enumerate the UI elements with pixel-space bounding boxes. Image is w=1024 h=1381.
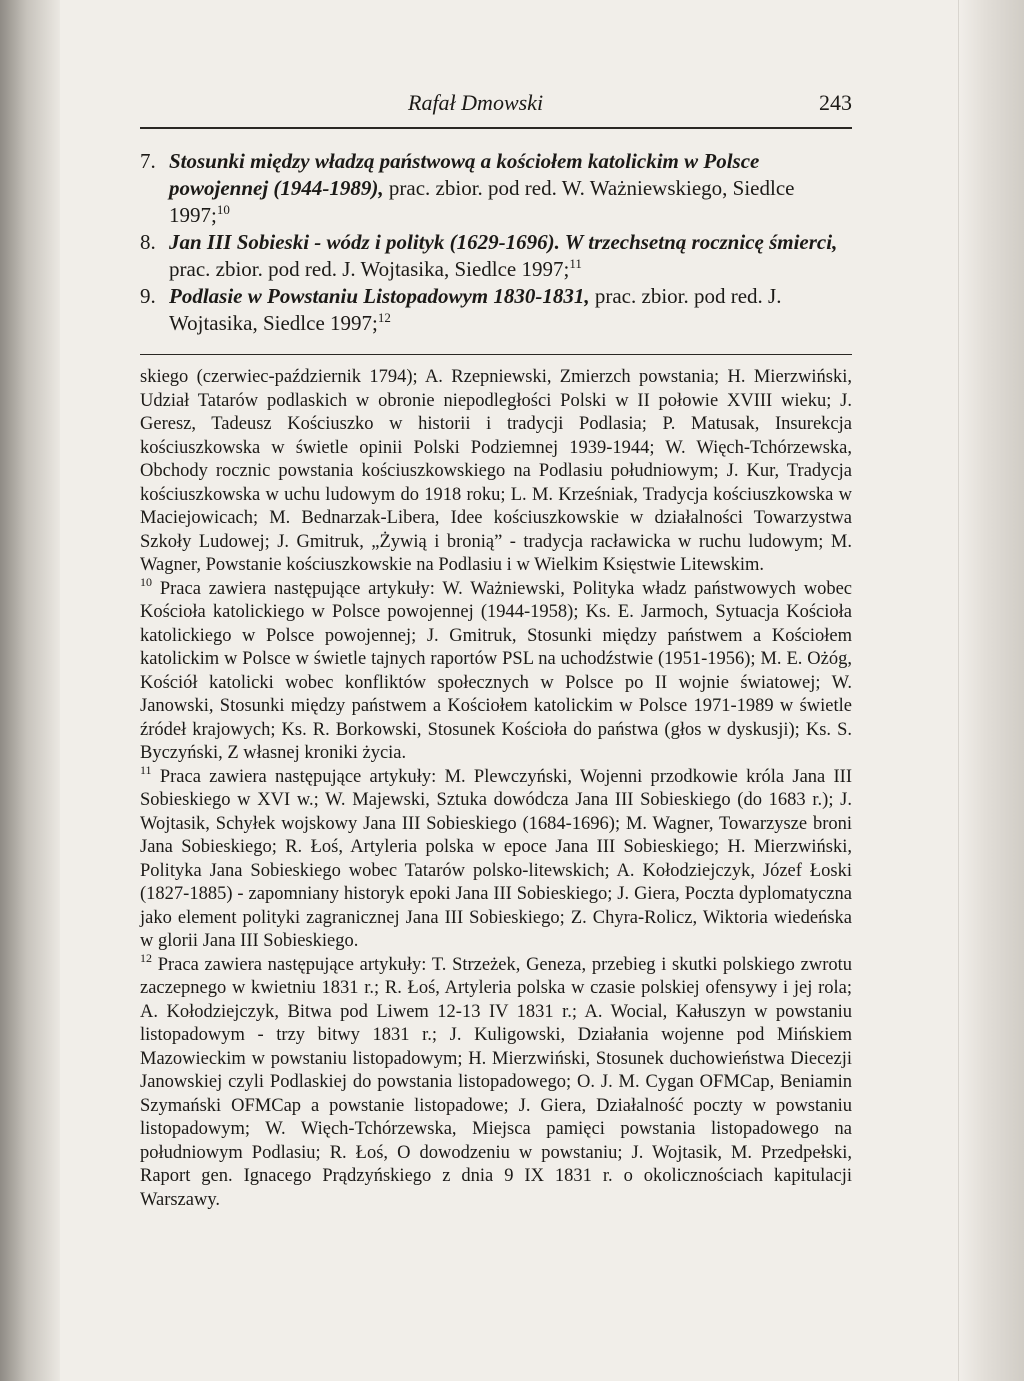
footnote-ref: 10 (216, 202, 230, 217)
page-content (140, 0, 852, 1381)
bibliography-item (140, 283, 852, 337)
footnote-text: Praca zawiera następujące artykuły: M. Plewczyński, Wojenni przodkowie króla Jana III Sobieskiego w XVI w.; W. Majewski, Sztuka dowódcza Jana III Sobieskiego (do 1683 r.); J. Wojtasik, Schyłek wojskowy Jana III Sobieskiego (1684-1696); M. Wagner, Towarzysze broni Jana Sobieskiego; R. Łoś, Artyleria polska w epoce Jana III Sobieskiego; H. Mierzwiński, Polityka Jana Sobieskiego wobec Tatarów polsko-litewskich; A. Kołodziejczyk, Józef Łoski (1827-1885) - zapomniany historyk epoki Jana III Sobieskiego; J. Giera, Poczta dyplomatyczna jako element polityki zagranicznej Jana III Sobieskiego; Z. Chyra-Rolicz, Wiktoria wiedeńska w glorii Jana III Sobieskiego. (140, 766, 852, 951)
item-details: prac. zbior. pod red. J. Wojtasika, Siedlce 1997; (169, 257, 570, 281)
header-rule (140, 127, 852, 129)
bibliography-list (140, 148, 852, 337)
bibliography-item (140, 148, 852, 229)
item-details: prac. zbior. pod red. J. Wojtasika, Siedlce 1997; (169, 284, 782, 335)
footnote-number: 11 (140, 762, 152, 777)
facing-page-edge (958, 0, 1024, 1381)
running-head-author: Rafał Dmowski (408, 90, 544, 115)
item-number: 7. (140, 149, 156, 173)
footnote-text: Praca zawiera następujące artykuły: W. Ważniewski, Polityka władz państwowych wobec Kościoła katolickiego w Polsce powojennej (1944-1958); Ks. E. Jarmoch, Sytuacja Kościoła katolickiego w Polsce powojennej; J. Gmitruk, Stosunki między państwem a Kościołem katolickim w Polsce w świetle tajnych raportów PSL na uchodźstwie (1951-1956); M. E. Ożóg, Kościół katolicki wobec konfliktów społecznych w Polsce po II wojnie światowej; W. Janowski, Stosunki między państwem a Kościołem katolickim w Polsce 1971-1989 w świetle źródeł krajowych; Ks. R. Borkowski, Stosunek Kościoła do państwa (głos w dyskusji); Ks. S. Byczyński, Z własnej kroniki życia. (140, 578, 852, 763)
page-number: 243 (819, 90, 852, 115)
footnote (140, 574, 852, 766)
footnotes (140, 366, 852, 1212)
running-head (140, 90, 852, 120)
footnote (140, 762, 852, 954)
bibliography-item (140, 229, 852, 283)
footnote-text: Praca zawiera następujące artykuły: T. Strzeżek, Geneza, przebieg i skutki polskiego zwrotu zaczepnego w kwietniu 1831 r.; R. Łoś, Artyleria polska w czasie polskiej ofensywy i jej rola; A. Kołodziejczyk, Bitwa pod Liwem 12-13 IV 1831 r.; A. Wocial, Kałuszyn w powstaniu listopadowym - trzy bitwy 1831 r.; J. Kuligowski, Działania wojenne pod Mińskiem Mazowieckim w powstaniu listopadowym; H. Mierzwiński, Stosunek duchowieństwa Diecezji Janowskiej czyli Podlaskiej do powstania listopadowego; O. J. M. Cygan OFMCap, Beniamin Szymański OFMCap a powstanie listopadowe; J. Giera, Działalność poczty w powstaniu listopadowym; W. Więch-Tchórzewska, Miejsca pamięci powstania listopadowego na południowym Podlasiu; R. Łoś, O dowodzeniu w powstaniu; J. Wojtasik, M. Przedpełski, Raport gen. Ignacego Prądzyńskiego z dnia 9 IX 1831 r. o okolicznościach kapitulacji Warszawy. (140, 954, 852, 1210)
item-title: Jan III Sobieski - wódz i polityk (1629-1696). W trzechsetną rocznicę śmierci, (169, 230, 838, 254)
book-gutter-shadow (0, 0, 60, 1381)
footnote-continuation: skiego (czerwiec-październik 1794); A. Rzepniewski, Zmierzch powstania; H. Mierzwiński, Udział Tatarów podlaskich w obronie niepodległości Polski w II połowie XVIII wieku; J. Geresz, Tadeusz Kościuszko w historii i tradycji Podlasia; P. Matusak, Insurekcja kościuszkowska w świetle opinii Polski Podziemnej 1939-1944; W. Więch-Tchórzewska, Obchody rocznic powstania kościuszkowskiego na Podlasiu południowym; J. Kur, Tradycja kościuszkowska w uchu ludowym do 1918 roku; L. M. Krześniak, Tradycja kościuszkowska w Maciejowicach; M. Bednarzak-Libera, Idee kościuszkowskie w działalności Towarzystwa Szkoły Ludowej; J. Gmitruk, „Żywią i bronią” - tradycja racławicka w ruchu ludowym; M. Wagner, Powstanie kościuszkowskie na Podlasiu i w Wielkim Księstwie Litewskim. (140, 367, 852, 575)
footnote-ref: 12 (377, 310, 391, 325)
item-details: prac. zbior. pod red. W. Ważniewskiego, Siedlce 1997; (169, 176, 795, 227)
footnote (140, 950, 852, 1213)
item-title: Podlasie w Powstaniu Listopadowym 1830-1831, (169, 284, 590, 308)
footnote-ref: 11 (569, 256, 582, 271)
footnote-number: 12 (140, 950, 152, 965)
item-number: 9. (140, 284, 156, 308)
footnote-number: 10 (140, 574, 152, 589)
item-title: Stosunki między władzą państwową a kościołem katolickim w Polsce powojennej (1944-1989), (169, 149, 760, 200)
item-number: 8. (140, 230, 156, 254)
footnote-separator (140, 354, 852, 355)
